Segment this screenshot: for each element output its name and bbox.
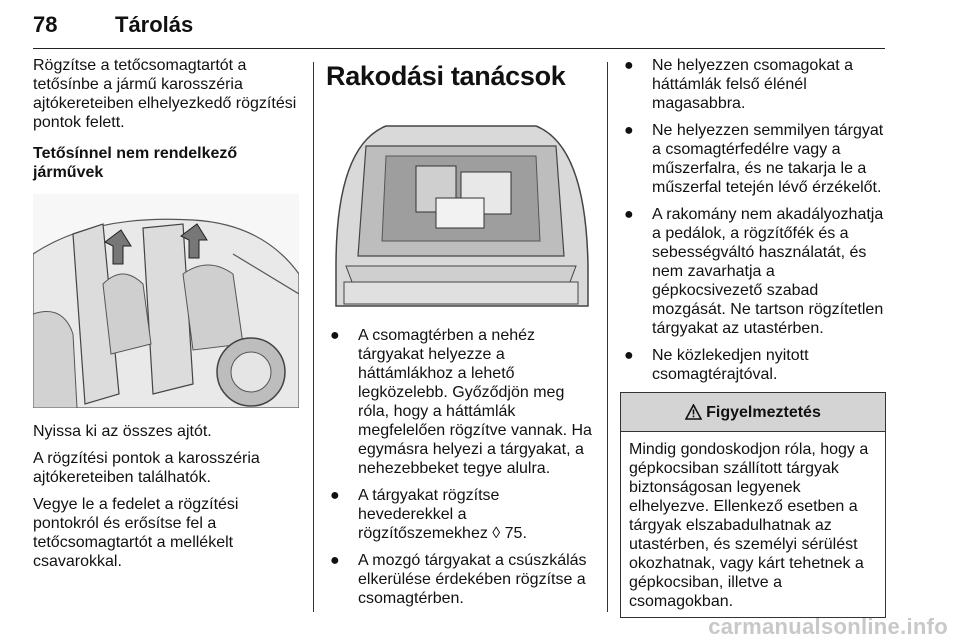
list-item: ● A rakomány nem akadályozhatja a pedálok, a rögzítőfék és a sebességváltó használatát, és nem zavarhatja a gépkocsivezető szabad mozgását. Ne tartson rögzítetlen tárgyakat az utastérben. xyxy=(624,206,884,337)
list-item: ● Ne helyezzen semmilyen tárgyat a csomagtérfedélre vagy a műszerfalra, és ne takarja le a műszerfal tetején lévő érzékelőt. xyxy=(624,122,884,196)
warning-text: Mindig gondoskodjon róla, hogy a gépkocsiban szállított tárgyak biztonságosan legyenek elhelyezve. Ellenkező esetben a tárgyak elszabadulhatnak az utastérben, és személyi sérülést okozhatnak, vagy kárt tehetnek a gépkocsiban, illetve a csomagokban. xyxy=(629,441,869,610)
list-item-text: Ne helyezzen csomagokat a háttámlák felső élénél magasabbra. xyxy=(652,57,853,112)
warning-triangle-icon xyxy=(685,404,702,420)
header-rule xyxy=(33,48,885,49)
chapter-title: Tárolás xyxy=(115,12,194,37)
list-item: ● A tárgyakat rögzítse hevederekkel a rögzítőszemekhez ◊ 75. xyxy=(330,487,527,542)
column-3 xyxy=(620,56,886,618)
intro-paragraph: Rögzítse a tetőcsomagtartót a tetősínbe a jármű karosszéria ajtókereteiben elhelyezkedő rögzítési pontok felett. xyxy=(33,57,297,131)
crossref-icon: ◊ xyxy=(492,525,501,542)
paragraph: Nyissa ki az összes ajtót. xyxy=(33,423,212,440)
paragraph: Vegye le a fedelet a rögzítési pontokról és erősítse fel a tetőcsomagtartót a mellékelt csavarokkal. xyxy=(33,496,239,570)
column-divider xyxy=(313,62,314,612)
car-doors-open-illustration xyxy=(33,194,299,408)
list-item: ● Ne helyezzen csomagokat a háttámlák felső élénél magasabbra. xyxy=(624,57,853,112)
list-item-text: A csomagtérben a nehéz tárgyakat helyezze a háttámlákhoz a lehető legközelebb. Győződjön meg róla, hogy a háttámlák megfelelően rögzítve vannak. Ha egymásra helyezi a tárgyakat, a nehezebbeket tegye alulra. xyxy=(358,327,592,477)
warning-title: Figyelmeztetés xyxy=(706,403,821,421)
open-trunk-illustration xyxy=(326,106,596,308)
column-1 xyxy=(33,56,301,579)
warning-box xyxy=(620,392,886,618)
watermark: carmanualsonline.info xyxy=(708,614,948,639)
list-item-text: A tárgyakat rögzítse hevederekkel a rögzítőszemekhez xyxy=(358,487,500,542)
list-item-text: Ne közlekedjen nyitott csomagtérajtóval. xyxy=(652,347,809,383)
warning-header xyxy=(621,393,885,432)
section-heading: Tetősínnel nem rendelkező járművek xyxy=(33,145,238,181)
page-number: 78 xyxy=(33,12,58,37)
section-title: Rakodási tanácsok xyxy=(326,61,566,91)
list-item-text: Ne helyezzen semmilyen tárgyat a csomagtérfedélre vagy a műszerfalra, és ne takarja le a műszerfal tetején lévő érzékelőt. xyxy=(652,122,884,196)
list-item: ● Ne közlekedjen nyitott csomagtérajtóval. xyxy=(624,347,809,383)
paragraph: A rögzítési pontok a karosszéria ajtókereteiben találhatók. xyxy=(33,450,260,486)
crossref-page[interactable]: 75. xyxy=(504,525,527,542)
list-item: ● A csomagtérben a nehéz tárgyakat helyezze a háttámlákhoz a lehető legközelebb. Győződjön meg róla, hogy a háttámlák megfelelően rögzítve vannak. Ha egymásra helyezi a tárgyakat, a nehezebbeket tegye alulra. xyxy=(330,327,592,477)
list-item: ● A mozgó tárgyakat a csúszkálás elkerülése érdekében rögzítse a csomagtérben. xyxy=(330,552,587,607)
page-header xyxy=(33,4,885,48)
column-2 xyxy=(326,56,596,616)
list-item-text: A mozgó tárgyakat a csúszkálás elkerülése érdekében rögzítse a csomagtérben. xyxy=(358,552,587,607)
column-divider xyxy=(607,62,608,612)
list-item-text: A rakomány nem akadályozhatja a pedálok, a rögzítőfék és a sebességváltó használatát, és nem zavarhatja a gépkocsivezető szabad mozgását. Ne tartson rögzítetlen tárgyakat az utastérben. xyxy=(652,206,884,337)
